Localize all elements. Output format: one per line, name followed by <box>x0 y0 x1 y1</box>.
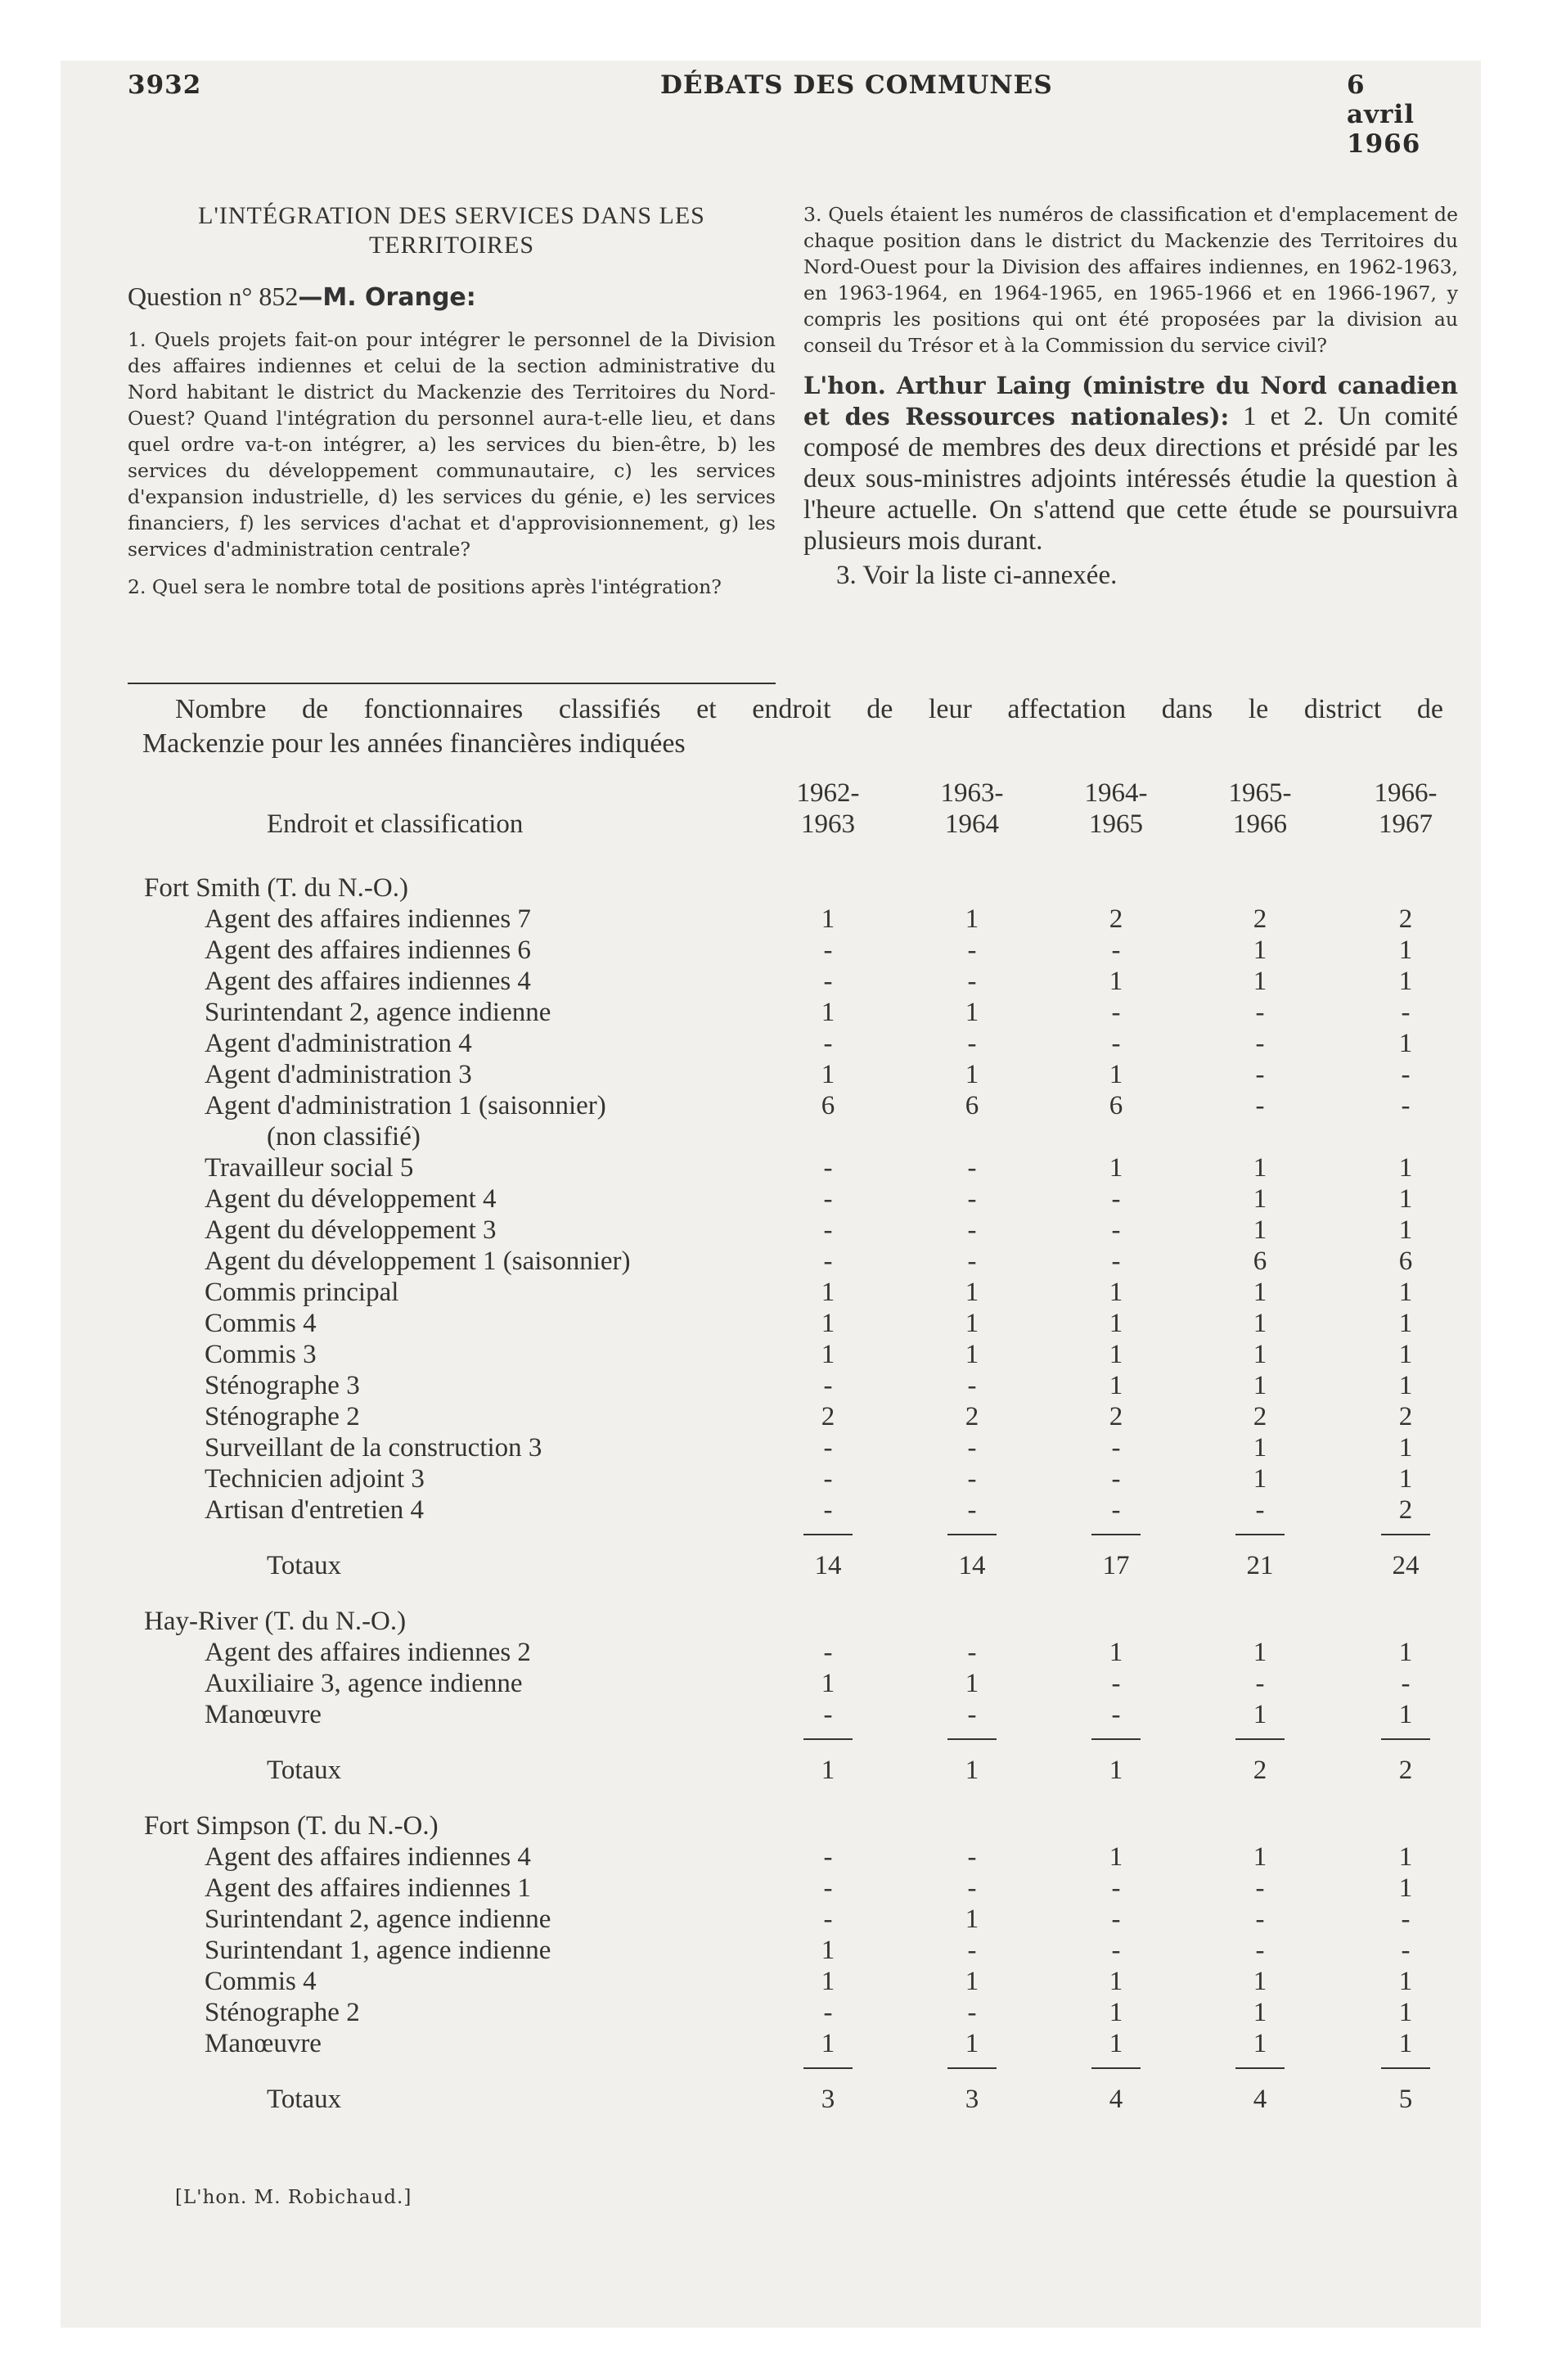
table-cell: 1 <box>1109 1842 1123 1872</box>
table-cell: 6 <box>821 1091 835 1120</box>
total-rule <box>1235 1534 1285 1535</box>
table-cell: 1 <box>965 1278 979 1307</box>
table-cell: - <box>1111 998 1121 1027</box>
table-cell: 2 <box>1109 904 1123 934</box>
table-cell: - <box>1111 1700 1121 1729</box>
question-label: Question n° 852 <box>128 282 299 311</box>
table-cell: - <box>967 1029 977 1058</box>
table-cell: - <box>1111 1433 1121 1463</box>
table-cell: - <box>823 1998 833 2027</box>
table-cell: 2 <box>821 1402 835 1431</box>
total-cell: 2 <box>1398 1756 1413 1785</box>
table-cell: 1 <box>1398 967 1413 996</box>
footer-attribution: [L'hon. M. Robichaud.] <box>175 2187 412 2208</box>
table-cell: - <box>1401 1060 1411 1089</box>
question-3: 3. Quels étaient les numéros de classification et d'emplacement de chaque position dans le district du Mackenzie des Territoires du Nord-Ouest pour la Division des affaires indiennes, en 1962-1963, en 1963-1964, en 1964-1965, en 1965-1966 et en 1966-1967, y compris les positions qui ont été proposées par la division au conseil du Trésor et à la Commission du service civil? <box>803 203 1458 357</box>
total-cell: 1 <box>1109 1756 1123 1785</box>
table-cell: 1 <box>1398 1215 1413 1245</box>
table-cell: - <box>823 1464 833 1494</box>
table-cell: 1 <box>1398 1873 1413 1903</box>
row-label: Commis 4 <box>205 1967 317 1996</box>
page-number: 3932 <box>128 70 202 100</box>
table-cell: 1 <box>1253 1464 1267 1494</box>
table-cell: - <box>967 967 977 996</box>
total-rule <box>803 2067 853 2069</box>
row-label: Agent des affaires indiennes 1 <box>205 1873 531 1903</box>
table-cell: - <box>1111 1873 1121 1903</box>
table-cell: - <box>1255 1029 1265 1058</box>
table-cell: - <box>1401 1936 1411 1965</box>
table-cell: - <box>823 1873 833 1903</box>
table-cell: 1 <box>965 2029 979 2058</box>
table-cell: - <box>823 1904 833 1934</box>
table-cell: 1 <box>1253 1700 1267 1729</box>
row-label: Sténographe 2 <box>205 1402 360 1431</box>
question-2: 2. Quel sera le nombre total de positions après l'intégration? <box>128 575 722 598</box>
table-cell: - <box>1111 1936 1121 1965</box>
table-cell: 1 <box>1253 1433 1267 1463</box>
page-header <box>67 70 1421 159</box>
table-cell: - <box>967 1184 977 1214</box>
total-cell: 1 <box>965 1756 979 1785</box>
table-cell: - <box>967 1638 977 1667</box>
total-rule <box>803 1738 853 1740</box>
total-rule <box>1381 1738 1430 1740</box>
table-cell: 1 <box>1398 1278 1413 1307</box>
total-cell: 21 <box>1246 1551 1274 1580</box>
totals-label: Totaux <box>267 2085 342 2114</box>
table-cell: - <box>1111 1215 1121 1245</box>
table-cell: 2 <box>1253 1402 1267 1431</box>
table-cell: 1 <box>1109 1278 1123 1307</box>
total-cell: 4 <box>1109 2085 1123 2114</box>
table-cell: 1 <box>1253 1967 1267 1996</box>
table-cell: 1 <box>1398 935 1413 965</box>
table-cell: 1 <box>821 1669 835 1698</box>
table-caption <box>142 692 1443 761</box>
total-rule <box>1091 1738 1141 1740</box>
table-cell: - <box>1111 1464 1121 1494</box>
table-cell: 1 <box>1398 2029 1413 2058</box>
table-cell: 1 <box>1398 1184 1413 1214</box>
table-cell: - <box>1111 1904 1121 1934</box>
table-cell: 1 <box>1109 1309 1123 1338</box>
table-cell: - <box>967 1215 977 1245</box>
journal-title: DÉBATS DES COMMUNES <box>660 70 1053 100</box>
question-heading <box>128 282 776 312</box>
question-1: 1. Quels projets fait-on pour intégrer le personnel de la Division des affaires indiennes et celui de la section administrative du Nord habitant le district du Mackenzie des Territoires du Nord-Ouest? Quand l'intégration du personnel aura-t-elle lieu, et dans quel ordre va-t-on intégrer, a) les services du bien-être, b) les services du développement communautaire, c) les services d'expansion industrielle, d) les services du génie, e) les services financiers, f) les services d'achat et d'approvisionnement, g) les services d'administration centrale? <box>128 328 776 561</box>
total-cell: 17 <box>1102 1551 1130 1580</box>
table-cell: - <box>1111 1184 1121 1214</box>
table-cell: 1 <box>1253 1278 1267 1307</box>
total-cell: 14 <box>814 1551 842 1580</box>
table-cell: 1 <box>1109 1340 1123 1369</box>
table-cell: 6 <box>1253 1246 1267 1276</box>
table-cell: - <box>967 1998 977 2027</box>
total-cell: 4 <box>1253 2085 1267 2114</box>
row-label: Auxiliaire 3, agence indienne <box>205 1669 523 1698</box>
table-cell: - <box>967 1495 977 1525</box>
row-label: Manœuvre <box>205 1700 322 1729</box>
table-cell: - <box>823 1184 833 1214</box>
row-label: Agent du développement 3 <box>205 1215 497 1245</box>
table-cell: 1 <box>965 904 979 934</box>
location-heading: Fort Smith (T. du N.-O.) <box>144 873 408 903</box>
table-cell: - <box>1255 1091 1265 1120</box>
table-cell: - <box>823 1371 833 1400</box>
year-header: 1964 <box>945 809 999 839</box>
table-cell: 1 <box>1398 1309 1413 1338</box>
table-cell: - <box>823 1638 833 1667</box>
table-cell: 1 <box>965 1340 979 1369</box>
row-label: Agent des affaires indiennes 4 <box>205 967 531 996</box>
table-cell: 1 <box>1398 1638 1413 1667</box>
table-cell: 1 <box>1398 1700 1413 1729</box>
table-cell: 1 <box>965 1060 979 1089</box>
table-cell: 1 <box>1109 1967 1123 1996</box>
row-label: Sténographe 2 <box>205 1998 360 2027</box>
table-cell: 1 <box>965 1309 979 1338</box>
table-cell: 1 <box>821 1936 835 1965</box>
table-cell: 1 <box>1253 1340 1267 1369</box>
total-cell: 1 <box>821 1756 835 1785</box>
row-label: Agent d'administration 4 <box>205 1029 472 1058</box>
table-cell: - <box>1401 1904 1411 1934</box>
year-header: 1966 <box>1233 809 1287 839</box>
table-cell: 1 <box>821 904 835 934</box>
table-cell: 1 <box>1109 1060 1123 1089</box>
year-header: 1962- <box>796 778 860 808</box>
table-cell: 1 <box>1253 1153 1267 1183</box>
caption-line-2: Mackenzie pour les années financières indiquées <box>142 728 686 759</box>
row-label: Agent des affaires indiennes 2 <box>205 1638 531 1667</box>
table-cell: 1 <box>1253 1998 1267 2027</box>
table-cell: - <box>1111 1246 1121 1276</box>
table-cell: 1 <box>1253 967 1267 996</box>
row-label-continuation: (non classifié) <box>267 1122 421 1152</box>
table-cell: 1 <box>965 1967 979 1996</box>
total-rule <box>1235 2067 1285 2069</box>
table-cell: - <box>1255 1936 1265 1965</box>
table-cell: 1 <box>1398 1029 1413 1058</box>
table-cell: - <box>967 1936 977 1965</box>
location-heading: Hay-River (T. du N.-O.) <box>144 1607 407 1636</box>
row-label: Surveillant de la construction 3 <box>205 1433 542 1463</box>
table-cell: - <box>1111 935 1121 965</box>
table-cell: 1 <box>965 1669 979 1698</box>
row-label: Agent du développement 1 (saisonnier) <box>205 1246 631 1276</box>
column-header-label: Endroit et classification <box>267 809 524 839</box>
year-header: 1965- <box>1228 778 1292 808</box>
table-cell: - <box>967 1873 977 1903</box>
totals-label: Totaux <box>267 1551 342 1580</box>
table-cell: 1 <box>1398 1340 1413 1369</box>
table-cell: - <box>1111 1029 1121 1058</box>
table-cell: - <box>1255 998 1265 1027</box>
table-cell: - <box>1255 1904 1265 1934</box>
table-cell: 6 <box>1398 1246 1413 1276</box>
table-cell: 1 <box>1109 1998 1123 2027</box>
row-label: Commis principal <box>205 1278 399 1307</box>
total-rule <box>1091 1534 1141 1535</box>
table-cell: - <box>967 1371 977 1400</box>
total-cell: 2 <box>1253 1756 1267 1785</box>
table-cell: 1 <box>821 2029 835 2058</box>
total-rule <box>803 1534 853 1535</box>
row-label: Surintendant 1, agence indienne <box>205 1936 551 1965</box>
table-cell: 2 <box>965 1402 979 1431</box>
table-cell: 1 <box>1253 935 1267 965</box>
table-cell: 1 <box>965 998 979 1027</box>
table-cell: 1 <box>1253 1309 1267 1338</box>
row-label: Agent des affaires indiennes 4 <box>205 1842 531 1872</box>
table-cell: 2 <box>1398 1402 1413 1431</box>
table-cell: - <box>1255 1495 1265 1525</box>
table-cell: 1 <box>1109 1153 1123 1183</box>
table-cell: - <box>823 1842 833 1872</box>
answer-speaker: L'hon. Arthur Laing (ministre du Nord canadien et des Ressources nationales): <box>803 372 1458 430</box>
year-header: 1963 <box>801 809 855 839</box>
table-cell: 1 <box>1253 1215 1267 1245</box>
table-cell: 1 <box>821 1309 835 1338</box>
table-cell: - <box>823 1495 833 1525</box>
row-label: Artisan d'entretien 4 <box>205 1495 425 1525</box>
table-cell: - <box>967 935 977 965</box>
table-cell: 1 <box>1398 1842 1413 1872</box>
table-cell: - <box>1111 1669 1121 1698</box>
row-label: Surintendant 2, agence indienne <box>205 998 551 1027</box>
question-author: —M. Orange: <box>298 283 476 312</box>
table-cell: 1 <box>1109 2029 1123 2058</box>
total-cell: 3 <box>821 2085 835 2114</box>
total-rule <box>1381 2067 1430 2069</box>
total-rule <box>947 2067 997 2069</box>
year-header: 1966- <box>1374 778 1438 808</box>
table-cell: 1 <box>1398 1433 1413 1463</box>
table-cell: 2 <box>1253 904 1267 934</box>
year-header: 1967 <box>1379 809 1433 839</box>
table-cell: 1 <box>1398 1153 1413 1183</box>
answer-3: 3. Voir la liste ci-annexée. <box>836 561 1118 590</box>
table-cell: - <box>967 1433 977 1463</box>
table-cell: 1 <box>965 1904 979 1934</box>
table-cell: - <box>967 1842 977 1872</box>
row-label: Commis 3 <box>205 1340 317 1369</box>
year-header: 1964- <box>1084 778 1148 808</box>
row-label: Agent des affaires indiennes 7 <box>205 904 531 934</box>
table-cell: - <box>823 935 833 965</box>
table-cell: - <box>967 1153 977 1183</box>
table-cell: - <box>823 1029 833 1058</box>
total-rule <box>947 1738 997 1740</box>
location-heading: Fort Simpson (T. du N.-O.) <box>144 1811 439 1841</box>
row-label: Travailleur social 5 <box>205 1153 414 1183</box>
table-cell: - <box>1401 1091 1411 1120</box>
table-cell: 1 <box>1398 1998 1413 2027</box>
table-cell: 1 <box>1109 967 1123 996</box>
table-cell: - <box>1401 998 1411 1027</box>
right-column <box>803 201 1458 591</box>
table-cell: - <box>967 1700 977 1729</box>
table-cell: 1 <box>1253 1371 1267 1400</box>
row-label: Sténographe 3 <box>205 1371 360 1400</box>
table-cell: - <box>967 1246 977 1276</box>
row-label: Manœuvre <box>205 2029 322 2058</box>
table-cell: 1 <box>821 1060 835 1089</box>
table-cell: 1 <box>1109 1638 1123 1667</box>
row-label: Surintendant 2, agence indienne <box>205 1904 551 1934</box>
row-label: Agent du développement 4 <box>205 1184 497 1214</box>
row-label: Agent des affaires indiennes 6 <box>205 935 531 965</box>
year-header: 1965 <box>1089 809 1143 839</box>
table-cell: 6 <box>965 1091 979 1120</box>
row-label: Agent d'administration 1 (saisonnier) <box>205 1091 606 1120</box>
separator-rule <box>128 683 776 684</box>
page-date: 6 avril 1966 <box>1347 70 1421 159</box>
table-cell: - <box>823 1246 833 1276</box>
caption-line-1: Nombre de fonctionnaires classifiés et endroit de leur affectation dans le district de <box>175 694 1443 724</box>
total-cell: 14 <box>958 1551 986 1580</box>
row-label: Technicien adjoint 3 <box>205 1464 425 1494</box>
table-cell: 1 <box>1109 1371 1123 1400</box>
total-cell: 24 <box>1392 1551 1420 1580</box>
table-cell: - <box>1111 1495 1121 1525</box>
table-cell: - <box>823 1700 833 1729</box>
answer-paragraph <box>803 370 1458 557</box>
total-cell: 5 <box>1398 2085 1413 2114</box>
table-cell: - <box>1255 1873 1265 1903</box>
total-rule <box>1235 1738 1285 1740</box>
table-cell: 2 <box>1398 904 1413 934</box>
row-label: Agent d'administration 3 <box>205 1060 472 1089</box>
table-cell: 1 <box>1398 1464 1413 1494</box>
table-cell: 1 <box>821 1278 835 1307</box>
table-cell: 1 <box>1398 1967 1413 1996</box>
year-header: 1963- <box>940 778 1004 808</box>
table-cell: - <box>1255 1669 1265 1698</box>
left-column <box>128 201 776 611</box>
table-cell: - <box>967 1464 977 1494</box>
table-cell: 1 <box>1253 1842 1267 1872</box>
table-cell: - <box>1255 1060 1265 1089</box>
table-cell: 1 <box>821 1967 835 1996</box>
table-cell: - <box>823 1215 833 1245</box>
table-cell: 1 <box>1253 2029 1267 2058</box>
table-cell: 6 <box>1109 1091 1123 1120</box>
table-cell: 1 <box>821 1340 835 1369</box>
total-rule <box>947 1534 997 1535</box>
total-cell: 3 <box>965 2085 979 2114</box>
table-cell: 2 <box>1109 1402 1123 1431</box>
table-cell: 1 <box>1253 1184 1267 1214</box>
section-title: L'INTÉGRATION DES SERVICES DANS LES TERRITOIRES <box>198 202 705 259</box>
table-cell: - <box>823 967 833 996</box>
table-cell: - <box>1401 1669 1411 1698</box>
total-rule <box>1381 1534 1430 1535</box>
table-cell: 1 <box>1253 1638 1267 1667</box>
row-label: Commis 4 <box>205 1309 317 1338</box>
table-cell: 1 <box>821 998 835 1027</box>
totals-label: Totaux <box>267 1756 342 1785</box>
table-cell: - <box>823 1433 833 1463</box>
total-rule <box>1091 2067 1141 2069</box>
table-cell: 1 <box>1398 1371 1413 1400</box>
table-cell: - <box>823 1153 833 1183</box>
answer-text: 1 et 2. Un comité composé de membres des deux directions et présidé par les deux sous-ministres adjoints intéressés étudie la question à l'heure actuelle. On s'attend que cette étude se poursuivra plusieurs mois durant. <box>803 402 1458 556</box>
table-cell: 2 <box>1398 1495 1413 1525</box>
